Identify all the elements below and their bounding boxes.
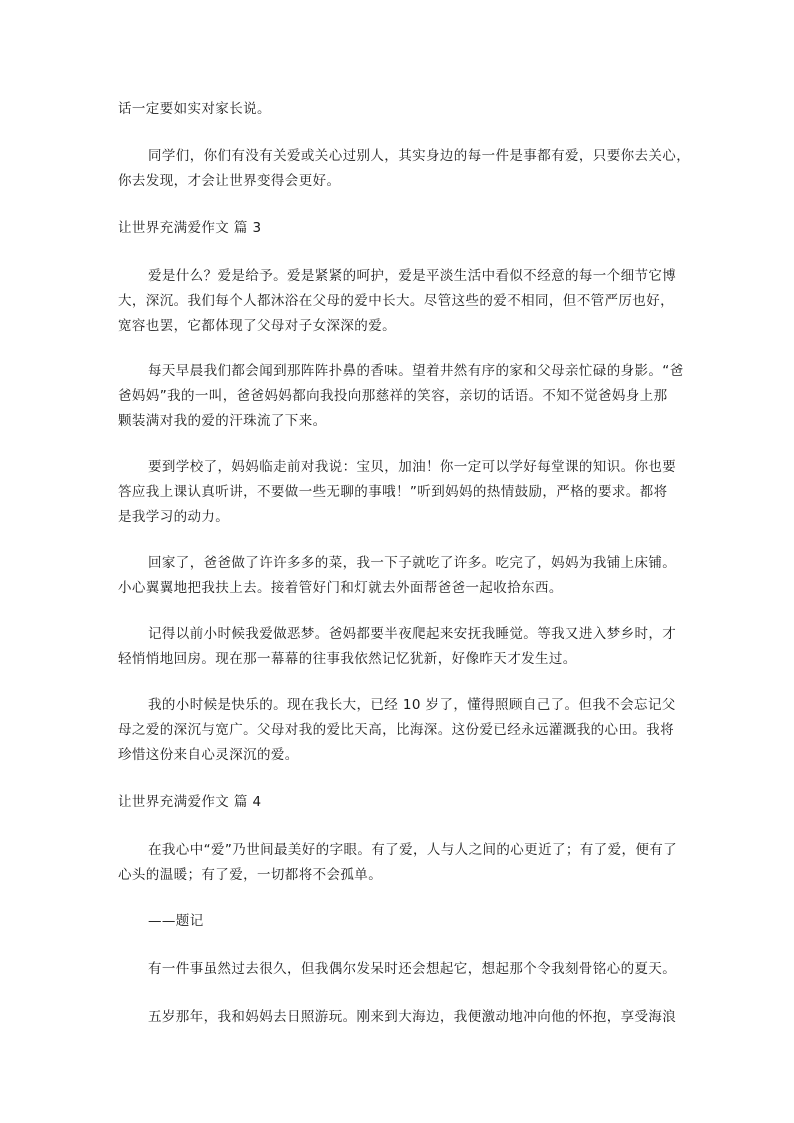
text-line: 话一定要如实对家长说。 [118,101,271,117]
text-line: 回家了，爸爸做了许许多多的菜，我一下子就吃了许多。吃完了，妈妈为我铺上床铺。 [148,555,677,571]
paragraph [118,622,698,672]
text-line: 颗装满对我的爱的汗珠流了下来。 [118,413,327,429]
text-line: 五岁那年，我和妈妈去日照游玩。刚来到大海边，我便激动地冲向他的怀抱，享受海浪 [148,1009,677,1025]
paragraph [118,359,698,434]
paragraph [118,838,698,888]
text-line: 心头的温暖；有了爱，一切都将不会孤单。 [118,867,383,883]
paragraph [118,957,698,982]
text-line: 宽容也罢，它都体现了父母对子女深深的爱。 [118,318,396,334]
text-line: 轻悄悄地回房。现在那一幕幕的往事我依然记忆犹新，好像昨天才发生过。 [118,651,577,667]
text-line: 答应我上课认真听讲，不要做一些无聊的事哦！”听到妈妈的热情鼓励，严格的要求。都将 [118,484,668,500]
text-line: 爸妈妈”我的一叫，爸爸妈妈都向我投向那慈祥的笑容，亲切的话语。不知不觉爸妈身上那 [118,388,668,404]
text-line: 大，深沉。我们每个人都沐浴在父母的爱中长大。尽管这些的爱不相同，但不管严厉也好， [118,293,674,309]
text-line: 同学们，你们有没有关爱或关心过别人，其实身边的每一件是事都有爱，只要你去关心， [148,148,691,164]
heading-text: 让世界充满爱作文 篇 3 [118,220,262,236]
text-line: 是我学习的动力。 [118,509,230,525]
paragraph [118,455,698,530]
text-line: 你去发现，才会让世界变得会更好。 [118,173,341,189]
text-line: 每天早晨我们都会闻到那阵阵扑鼻的香味。望着井然有序的家和父母亲忙碌的身影。“爸 [148,363,684,379]
paragraph [118,1005,698,1030]
text-line: 在我心中“爱”乃世间最美好的字眼。有了爱，人与人之间的心更近了；有了爱，便有了 [148,842,678,858]
text-line: 有一件事虽然过去很久，但我偶尔发呆时还会想起它，想起那个令我刻骨铭心的夏天。 [148,961,677,977]
text-line: 小心翼翼地把我扶上去。接着管好门和灯就去外面帮爸爸一起收拾东西。 [118,580,563,596]
paragraph [118,97,698,122]
paragraph [118,144,698,194]
text-line: ——题记 [148,913,204,929]
epigraph-attribution [118,909,698,934]
text-line: 珍惜这份来自心灵深沉的爱。 [118,747,299,763]
text-line: 要到学校了，妈妈临走前对我说：宝贝，加油！你一定可以学好每堂课的知识。你也要 [148,459,677,475]
text-line: 记得以前小时候我爱做恶梦。爸妈都要半夜爬起来安抚我睡觉。等我又进入梦乡时，才 [148,626,677,642]
section-heading [118,790,698,815]
paragraph [118,551,698,601]
text-line: 爱是什么？爱是给予。爱是紧紧的呵护，爱是平淡生活中看似不经意的每一个细节它博 [148,268,677,284]
text-line: 母之爱的深沉与宽广。父母对我的爱比天高，比海深。这份爱已经永远灌溉我的心田。我将 [118,722,674,738]
paragraph [118,693,698,768]
heading-text: 让世界充满爱作文 篇 4 [118,794,262,810]
text-line: 我的小时候是快乐的。现在我长大，已经 10 岁了，懂得照顾自己了。但我不会忘记父 [148,697,676,713]
section-heading [118,216,698,241]
paragraph [118,264,698,339]
